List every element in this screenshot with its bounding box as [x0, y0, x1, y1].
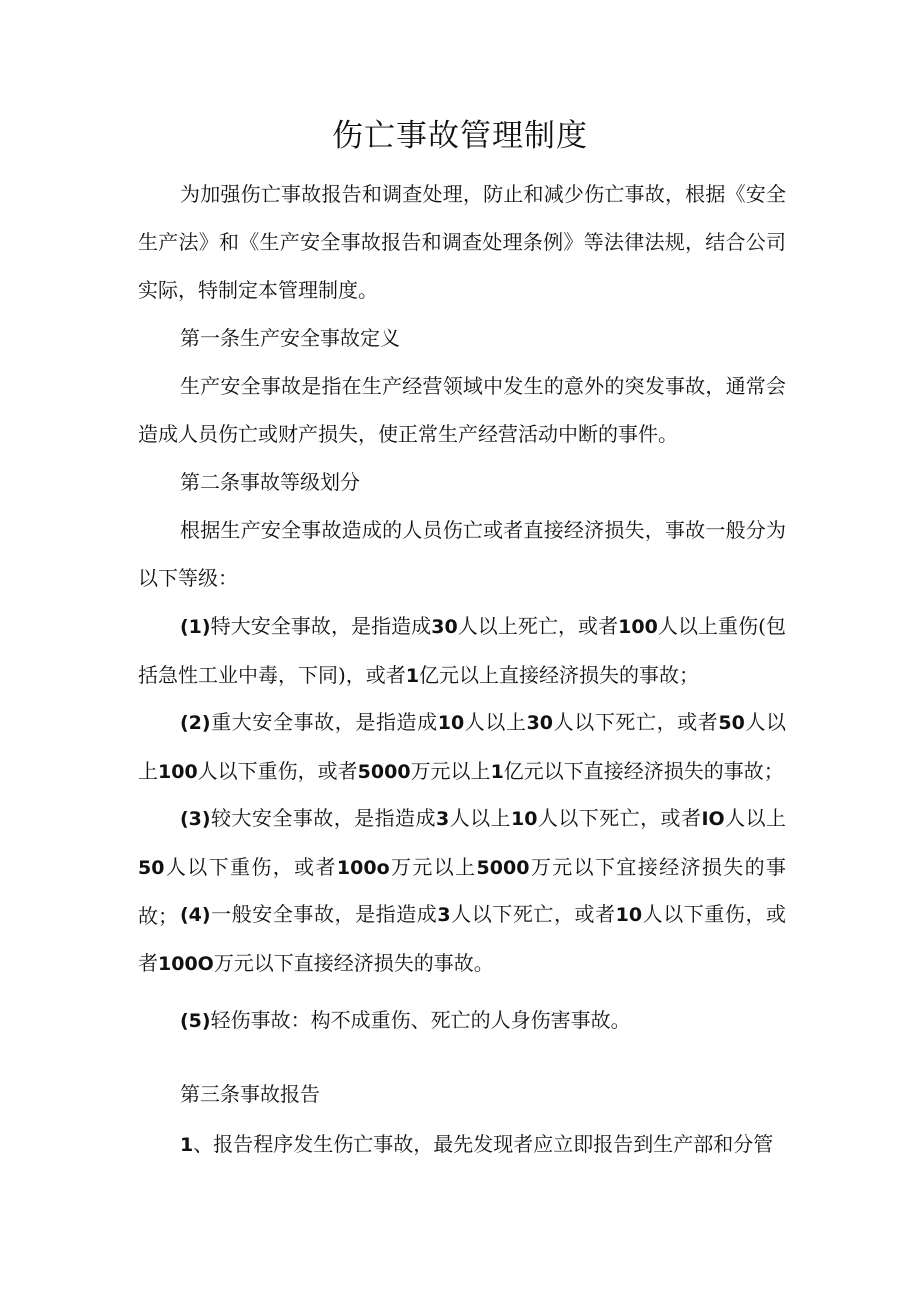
- document-title: 伤亡事故管理制度: [332, 118, 588, 154]
- level-number: IO: [701, 808, 725, 830]
- level-item-number: (3): [180, 808, 211, 830]
- level-text: 人以上: [464, 710, 527, 734]
- level-text: 万元以上: [389, 855, 477, 879]
- report-item-number: 1: [180, 1134, 194, 1156]
- level-text: 人以上: [724, 806, 787, 830]
- level-text: 重大安全事故，是指造成: [210, 710, 438, 734]
- level-text: 特大安全事故，是指造成: [210, 614, 432, 638]
- level-text: 万元以下宜接经济损失的事故；: [138, 855, 787, 928]
- article-2-heading: 第二条事故等级划分: [180, 470, 360, 494]
- level-number: 5000: [476, 857, 530, 879]
- level-item-number: (1): [180, 616, 211, 638]
- level-number: 50: [718, 712, 745, 734]
- level-text: 人以下死亡，或者: [553, 710, 719, 734]
- level-text: 人以下死亡，或者: [450, 902, 616, 926]
- level-text: 亿元以下直接经济损失的事故；: [503, 759, 784, 783]
- level-item-1: [138, 602, 786, 700]
- level-text: 人以上: [449, 806, 511, 830]
- level-number: 100: [158, 761, 198, 783]
- level-text: 人以下重伤，或者: [164, 855, 337, 879]
- article-1-heading: 第一条生产安全事故定义: [180, 326, 400, 350]
- level-text: 万元以上: [410, 759, 491, 783]
- article-3-heading: 第三条事故报告: [180, 1082, 320, 1106]
- level-number: 1: [490, 761, 504, 783]
- level-text: 人以下重伤，或者: [138, 902, 787, 975]
- level-item-4: [138, 890, 786, 988]
- article-1-body: 生产安全事故是指在生产经营领域中发生的意外的突发事故，通常会造成人员伤亡或财产损失，使正常生产经营活动中断的事件。: [138, 374, 786, 446]
- level-number: 1: [405, 665, 420, 687]
- level-number: 100: [618, 616, 658, 638]
- level-text: 人以下重伤，或者: [197, 759, 358, 783]
- level-text: 亿元以上直接经济损失的事故；: [419, 663, 700, 687]
- level-text: 人以上: [138, 710, 787, 783]
- level-item-number: (4): [180, 904, 211, 926]
- level-text: 万元以下直接经济损失的事故。: [213, 951, 494, 975]
- level-item-5: [138, 996, 786, 1045]
- level-item-2: [138, 698, 786, 796]
- level-text: 人以下死亡，或者: [537, 806, 702, 830]
- level-item-number: (5): [180, 1010, 211, 1032]
- level-number: 30: [431, 616, 458, 638]
- level-number: 3: [437, 904, 451, 926]
- level-item-number: (2): [180, 712, 211, 734]
- level-number: 100o: [336, 857, 390, 879]
- level-number: 30: [526, 712, 554, 734]
- level-text: 一般安全事故，是指造成: [210, 902, 438, 926]
- level-text: 人以上死亡，或者: [457, 614, 619, 638]
- article-3-item-1: [138, 1120, 786, 1169]
- level-number: 10: [510, 808, 538, 830]
- level-number: 50: [138, 857, 165, 879]
- level-number: 100O: [158, 953, 214, 975]
- article-2-body: 根据生产安全事故造成的人员伤亡或者直接经济损失，事故一般分为以下等级：: [138, 518, 786, 590]
- level-number: 5000: [357, 761, 411, 783]
- report-item-text: 、报告程序发生伤亡事故，最先发现者应立即报告到生产部和分管: [193, 1132, 774, 1156]
- level-number: 10: [615, 904, 643, 926]
- level-number: 10: [437, 712, 465, 734]
- intro-paragraph: 为加强伤亡事故报告和调查处理，防止和减少伤亡事故，根据《安全生产法》和《生产安全事故报告和调查处理条例》等法律法规，结合公司实际，特制定本管理制度。: [138, 182, 786, 302]
- level-number: 3: [435, 808, 450, 830]
- level-text: 轻伤事故：构不成重伤、死亡的人身伤害事故。: [210, 1008, 631, 1032]
- level-text: 人以上重伤(包括急性工业中毒，下同)，或者: [138, 614, 787, 687]
- level-text: 较大安全事故，是指造成: [210, 806, 436, 830]
